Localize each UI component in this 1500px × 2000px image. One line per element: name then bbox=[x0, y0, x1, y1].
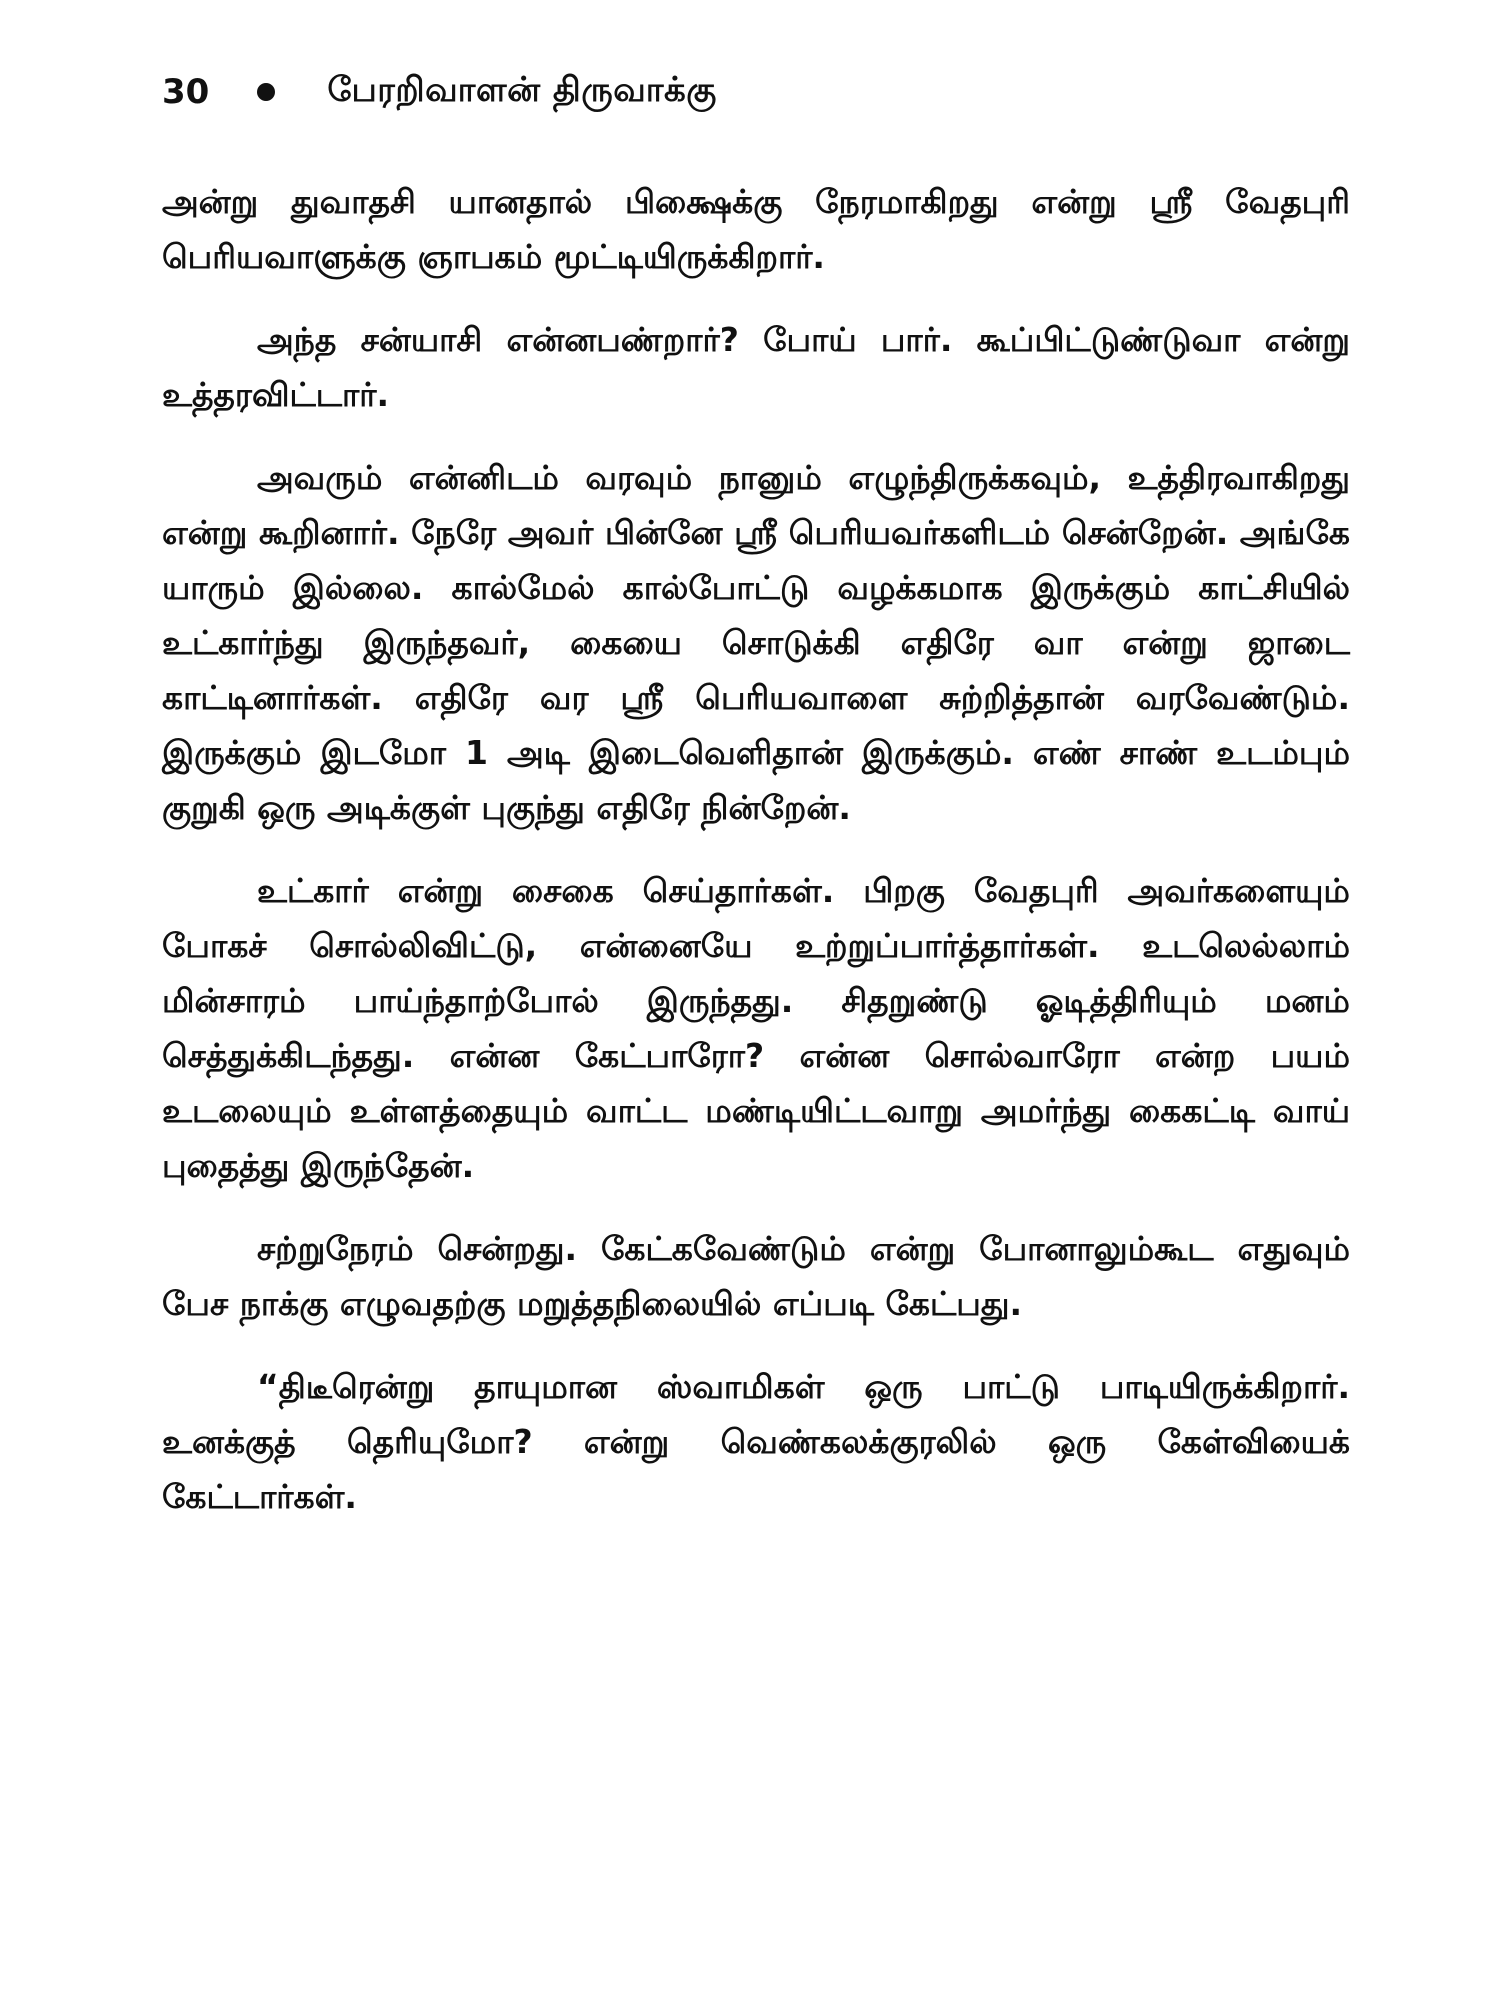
page-number: 30 bbox=[162, 72, 210, 112]
paragraph-3: அவரும் என்னிடம் வரவும் நானும் எழுந்திருக்கவும், உத்திரவாகிறது என்று கூறினார். நேரே அவர் பின்னே ஸ்ரீ பெரியவர்களிடம் சென்றேன். அங்கே யாரும் இல்லை. கால்மேல் கால்போட்டு வழக்கமாக இருக்கும் காட்சியில் உட்கார்ந்து இருந்தவர், கையை சொடுக்கி எதிரே வா என்று ஜாடை காட்டினார்கள். எதிரே வர ஸ்ரீ பெரியவாளை சுற்றித்தான் வரவேண்டும். இருக்கும் இடமோ 1 அடி இடைவெளிதான் இருக்கும். எண் சாண் உடம்பும் குறுகி ஒரு அடிக்குள் புகுந்து எதிரே நின்றேன். bbox=[162, 458, 1350, 827]
paragraph-1: அன்று துவாதசி யானதால் பிக்ஷைக்கு நேரமாகிறது என்று ஸ்ரீ வேதபுரி பெரியவாளுக்கு ஞாபகம் மூட்டியிருக்கிறார். bbox=[162, 182, 1350, 276]
paragraph-6: “திடீரென்று தாயுமான ஸ்வாமிகள் ஒரு பாட்டு பாடியிருக்கிறார். உனக்குத் தெரியுமோ? என்று வெண்கலக்குரலில் ஒரு கேள்வியைக் கேட்டார்கள். bbox=[162, 1367, 1350, 1516]
book-title: பேரறிவாளன் திருவாக்கு bbox=[327, 70, 717, 110]
book-page bbox=[162, 60, 1350, 1552]
body-text bbox=[162, 174, 1350, 1524]
paragraph-5: சற்றுநேரம் சென்றது. கேட்கவேண்டும் என்று போனாலும்கூட எதுவும் பேச நாக்கு எழுவதற்கு மறுத்தநிலையில் எப்படி கேட்பது. bbox=[162, 1229, 1350, 1323]
paragraph-4: உட்கார் என்று சைகை செய்தார்கள். பிறகு வேதபுரி அவர்களையும் போகச் சொல்லிவிட்டு, என்னையே உற்றுப்பார்த்தார்கள். உடலெல்லாம் மின்சாரம் பாய்ந்தாற்போல் இருந்தது. சிதறுண்டு ஓடித்திரியும் மனம் செத்துக்கிடந்தது. என்ன கேட்பாரோ? என்ன சொல்வாரோ என்ற பயம் உடலையும் உள்ளத்தையும் வாட்ட மண்டியிட்டவாறு அமர்ந்து கைகட்டி வாய் புதைத்து இருந்தேன். bbox=[162, 871, 1350, 1185]
running-header bbox=[162, 60, 1350, 124]
paragraph-2: அந்த சன்யாசி என்னபண்றார்? போய் பார். கூப்பிட்டுண்டுவா என்று உத்தரவிட்டார். bbox=[162, 320, 1350, 414]
bullet-separator-icon bbox=[257, 83, 275, 101]
